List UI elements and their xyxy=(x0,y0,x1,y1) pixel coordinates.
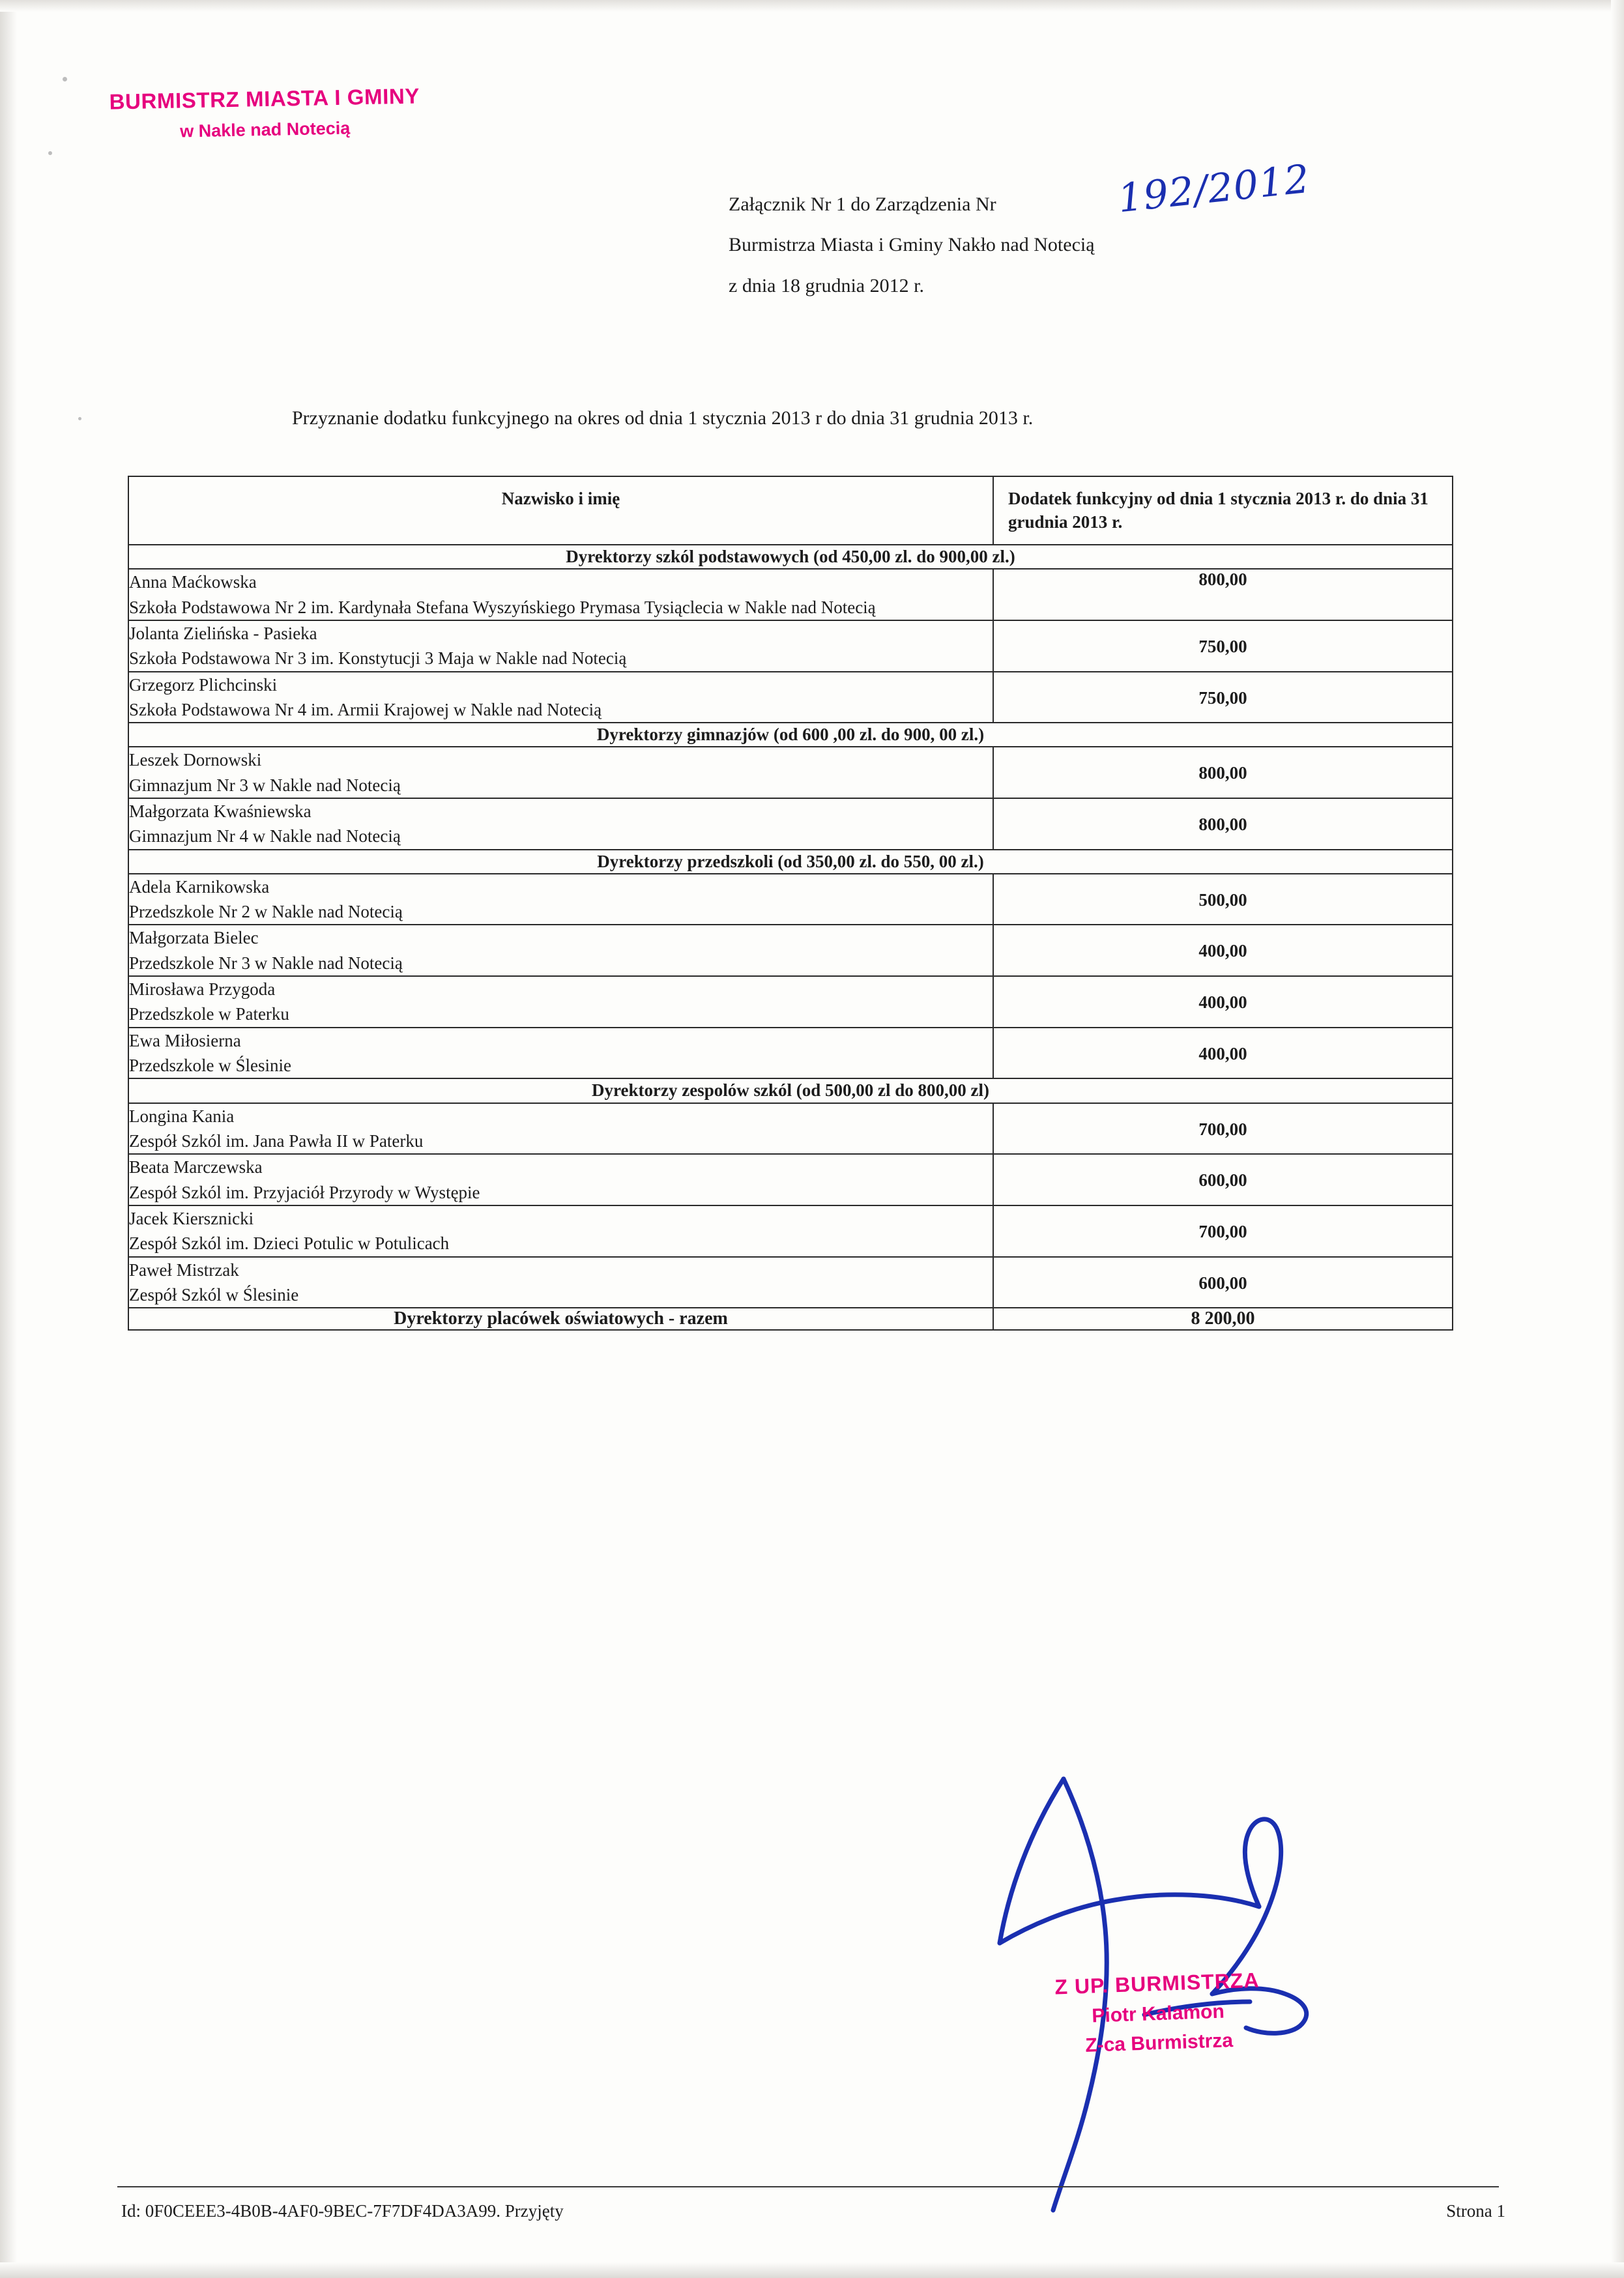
person-cell xyxy=(128,1028,993,1079)
amount-cell: 400,00 xyxy=(993,1028,1453,1079)
document-subtitle: Przyznanie dodatku funkcyjnego na okres od dnia 1 stycznia 2013 r do dnia 31 grudnia 2013 r. xyxy=(292,407,1034,429)
amount-cell: 600,00 xyxy=(993,1257,1453,1308)
total-value: 8 200,00 xyxy=(993,1308,1453,1330)
section-header-row xyxy=(128,1078,1453,1103)
section-title: Dyrektorzy zespolów szkól (od 500,00 zl do 800,00 zl) xyxy=(128,1078,1453,1103)
person-name: Paweł Mistrzak xyxy=(129,1260,239,1280)
person-cell xyxy=(128,620,993,672)
amount-cell: 800,00 xyxy=(993,747,1453,798)
person-school: Przedszkole w Ślesinie xyxy=(129,1056,291,1076)
person-cell xyxy=(128,747,993,798)
table-row xyxy=(128,747,1453,798)
column-header-name: Nazwisko i imię xyxy=(128,476,993,545)
section-title: Dyrektorzy szkól podstawowych (od 450,00 zl. do 900,00 zl.) xyxy=(128,545,1453,569)
signature-block xyxy=(991,1772,1447,2228)
person-school: Zespół Szkól im. Dzieci Potulic w Potulicach xyxy=(129,1233,450,1254)
person-cell xyxy=(128,925,993,976)
total-label: Dyrektorzy placówek oświatowych - razem xyxy=(128,1308,993,1330)
person-cell xyxy=(128,1257,993,1308)
table-header-row xyxy=(128,476,1453,545)
person-school: Gimnazjum Nr 4 w Nakle nad Notecią xyxy=(129,826,401,846)
person-school: Szkoła Podstawowa Nr 2 im. Kardynała Stefana Wyszyńskiego Prymasa Tysiąclecia w Nakle nad Notecią xyxy=(129,597,876,617)
person-name: Małgorzata Bielec xyxy=(129,928,259,948)
person-cell xyxy=(128,672,993,723)
scan-edge-right xyxy=(1611,0,1624,2278)
table-row xyxy=(128,1103,1453,1155)
scan-edge-top xyxy=(0,0,1624,12)
amount-cell: 700,00 xyxy=(993,1103,1453,1155)
person-name: Jacek Kiersznicki xyxy=(129,1208,254,1228)
person-school: Zespół Szkól im. Jana Pawła II w Paterku xyxy=(129,1131,424,1151)
stamp-line-2: w Nakle nad Notecią xyxy=(179,118,351,141)
person-name: Ewa Miłosierna xyxy=(129,1030,241,1050)
person-school: Zespół Szkól im. Przyjaciół Przyrody w Występie xyxy=(129,1182,480,1202)
amount-cell: 750,00 xyxy=(993,672,1453,723)
table-row xyxy=(128,798,1453,850)
table-row xyxy=(128,672,1453,723)
section-title: Dyrektorzy gimnazjów (od 600 ,00 zl. do 900, 00 zl.) xyxy=(128,723,1453,747)
handwritten-order-number: 192/2012 xyxy=(1116,156,1312,222)
section-header-row xyxy=(128,545,1453,569)
scan-speck xyxy=(63,77,67,81)
section-title: Dyrektorzy przedszkoli (od 350,00 zl. do 550, 00 zl.) xyxy=(128,850,1453,874)
column-header-amount: Dodatek funkcyjny od dnia 1 stycznia 2013 r. do dnia 31 grudnia 2013 r. xyxy=(993,476,1453,545)
person-name: Adela Karnikowska xyxy=(129,876,270,897)
reference-block xyxy=(729,184,1095,306)
scan-speck xyxy=(78,417,81,420)
reference-line-2: Burmistrza Miasta i Gminy Nakło nad Notecią xyxy=(729,234,1095,256)
reference-line-3: z dnia 18 grudnia 2012 r. xyxy=(729,274,924,296)
total-row xyxy=(128,1308,1453,1330)
signature-stamp xyxy=(1054,1965,1262,2062)
table-row xyxy=(128,925,1453,976)
table-row xyxy=(128,569,1453,620)
table-row xyxy=(128,620,1453,672)
reference-line-1: Załącznik Nr 1 do Zarządzenia Nr xyxy=(729,194,996,215)
person-cell xyxy=(128,569,993,620)
person-school: Zespół Szkól w Ślesinie xyxy=(129,1284,299,1305)
person-name: Beata Marczewska xyxy=(129,1157,263,1177)
table-row xyxy=(128,1205,1453,1257)
amount-cell: 700,00 xyxy=(993,1205,1453,1257)
office-stamp-header xyxy=(109,80,420,145)
amount-cell: 400,00 xyxy=(993,925,1453,976)
amount-cell: 500,00 xyxy=(993,874,1453,925)
scan-speck xyxy=(48,151,52,155)
section-header-row xyxy=(128,850,1453,874)
signature-line-2: Piotr Kalamon xyxy=(1091,2000,1225,2027)
person-cell xyxy=(128,1154,993,1205)
person-cell xyxy=(128,798,993,850)
footer-document-id: Id: 0F0CEEE3-4B0B-4AF0-9BEC-7F7DF4DA3A99. Przyjęty xyxy=(121,2201,564,2221)
scan-edge-left xyxy=(0,0,17,2278)
person-school: Gimnazjum Nr 3 w Nakle nad Notecią xyxy=(129,775,401,795)
person-school: Przedszkole w Paterku xyxy=(129,1004,289,1024)
person-name: Leszek Dornowski xyxy=(129,750,262,770)
amount-cell: 400,00 xyxy=(993,976,1453,1028)
person-school: Przedszkole Nr 2 w Nakle nad Notecią xyxy=(129,902,403,922)
person-school: Szkoła Podstawowa Nr 3 im. Konstytucji 3 Maja w Nakle nad Notecią xyxy=(129,648,627,669)
person-cell xyxy=(128,874,993,925)
person-name: Anna Maćkowska xyxy=(129,572,257,592)
amount-cell: 800,00 xyxy=(993,569,1453,620)
person-cell xyxy=(128,976,993,1028)
person-name: Grzegorz Plichcinski xyxy=(129,674,278,695)
section-header-row xyxy=(128,723,1453,747)
person-school: Przedszkole Nr 3 w Nakle nad Notecią xyxy=(129,953,403,973)
table-row xyxy=(128,1154,1453,1205)
allowance-table xyxy=(128,476,1453,1331)
footer-divider xyxy=(117,2186,1499,2187)
stamp-line-1: BURMISTRZ MIASTA I GMINY xyxy=(109,83,420,114)
signature-line-3: Z-ca Burmistrza xyxy=(1084,2030,1234,2056)
amount-cell: 750,00 xyxy=(993,620,1453,672)
person-name: Jolanta Zielińska - Pasieka xyxy=(129,624,317,643)
person-cell xyxy=(128,1103,993,1155)
amount-cell: 600,00 xyxy=(993,1154,1453,1205)
scan-edge-bottom xyxy=(0,2262,1624,2278)
person-cell xyxy=(128,1205,993,1257)
person-school: Szkoła Podstawowa Nr 4 im. Armii Krajowej w Nakle nad Notecią xyxy=(129,699,602,719)
person-name: Mirosława Przygoda xyxy=(129,979,276,1000)
table-row xyxy=(128,976,1453,1028)
amount-cell: 800,00 xyxy=(993,798,1453,850)
person-name: Małgorzata Kwaśniewska xyxy=(129,801,312,822)
table-row xyxy=(128,1257,1453,1308)
person-name: Longina Kania xyxy=(129,1106,235,1126)
footer-page-number: Strona 1 xyxy=(1446,2201,1505,2221)
table-row xyxy=(128,874,1453,925)
table-row xyxy=(128,1028,1453,1079)
signature-line-1: Z UP. BURMISTRZA xyxy=(1054,1968,1260,1999)
